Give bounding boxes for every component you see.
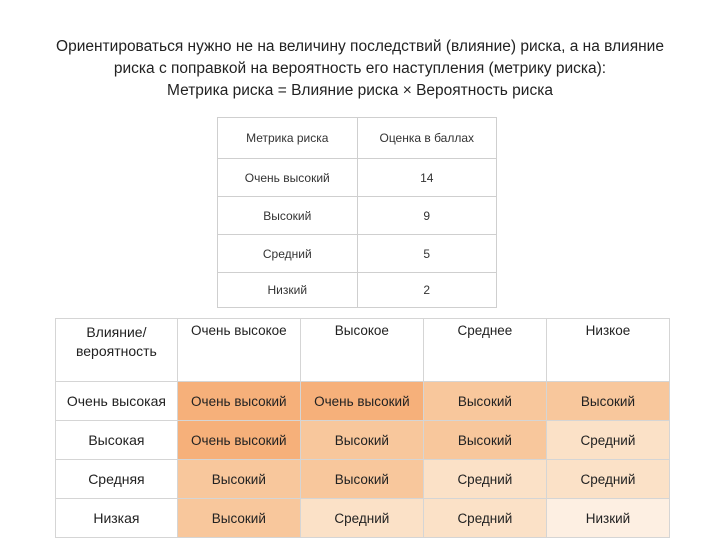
metric-score: 2 bbox=[357, 273, 496, 308]
matrix-cell: Средний bbox=[546, 460, 669, 499]
matrix-column-header: Среднее bbox=[423, 319, 546, 382]
matrix-column-header: Высокое bbox=[300, 319, 423, 382]
metric-score: 9 bbox=[357, 197, 496, 235]
matrix-cell: Очень высокий bbox=[177, 382, 300, 421]
matrix-column-header: Очень высокое bbox=[177, 319, 300, 382]
matrix-cell: Высокий bbox=[177, 460, 300, 499]
metric-row bbox=[218, 159, 497, 197]
matrix-cell: Высокий bbox=[177, 499, 300, 538]
metric-label: Высокий bbox=[218, 197, 358, 235]
intro-text bbox=[20, 36, 700, 102]
metric-row bbox=[218, 273, 497, 308]
matrix-cell: Высокий bbox=[423, 421, 546, 460]
matrix-cell: Высокий bbox=[300, 421, 423, 460]
metric-score: 14 bbox=[357, 159, 496, 197]
metric-score: 5 bbox=[357, 235, 496, 273]
intro-line-1: Ориентироваться нужно не на величину последствий (влияние) риска, а на влияние bbox=[56, 38, 664, 55]
matrix-corner-line-2: вероятность bbox=[75, 343, 157, 359]
risk-metric-table bbox=[217, 117, 497, 308]
matrix-cell: Очень высокий bbox=[300, 382, 423, 421]
metric-label: Низкий bbox=[218, 273, 358, 308]
matrix-column-header: Низкое bbox=[546, 319, 669, 382]
intro-line-2: риска с поправкой на вероятность его наступления (метрику риска): bbox=[113, 60, 607, 77]
matrix-cell: Средний bbox=[300, 499, 423, 538]
matrix-cell: Очень высокий bbox=[177, 421, 300, 460]
metric-label: Очень высокий bbox=[218, 159, 358, 197]
matrix-row-label: Низкая bbox=[56, 499, 178, 538]
metric-row bbox=[218, 197, 497, 235]
matrix-row-label: Высокая bbox=[56, 421, 178, 460]
metric-header-metric: Метрика риска bbox=[218, 118, 358, 159]
matrix-row-label: Очень высокая bbox=[56, 382, 178, 421]
metric-header-score: Оценка в баллах bbox=[357, 118, 496, 159]
metric-row bbox=[218, 235, 497, 273]
matrix-corner-label bbox=[56, 319, 178, 382]
matrix-cell: Высокий bbox=[546, 382, 669, 421]
matrix-cell: Средний bbox=[423, 460, 546, 499]
risk-matrix-table bbox=[55, 318, 670, 538]
matrix-row bbox=[56, 421, 670, 460]
metric-table-header bbox=[218, 118, 497, 159]
matrix-cell: Средний bbox=[423, 499, 546, 538]
matrix-row-label: Средняя bbox=[56, 460, 178, 499]
matrix-corner-line-1: Влияние/ bbox=[86, 324, 147, 340]
matrix-row bbox=[56, 499, 670, 538]
matrix-cell: Низкий bbox=[546, 499, 669, 538]
matrix-header-row bbox=[56, 319, 670, 382]
matrix-cell: Средний bbox=[546, 421, 669, 460]
intro-line-3: Метрика риска = Влияние риска × Вероятность риска bbox=[167, 82, 553, 99]
matrix-row bbox=[56, 460, 670, 499]
metric-label: Средний bbox=[218, 235, 358, 273]
matrix-cell: Высокий bbox=[423, 382, 546, 421]
matrix-cell: Высокий bbox=[300, 460, 423, 499]
matrix-row bbox=[56, 382, 670, 421]
